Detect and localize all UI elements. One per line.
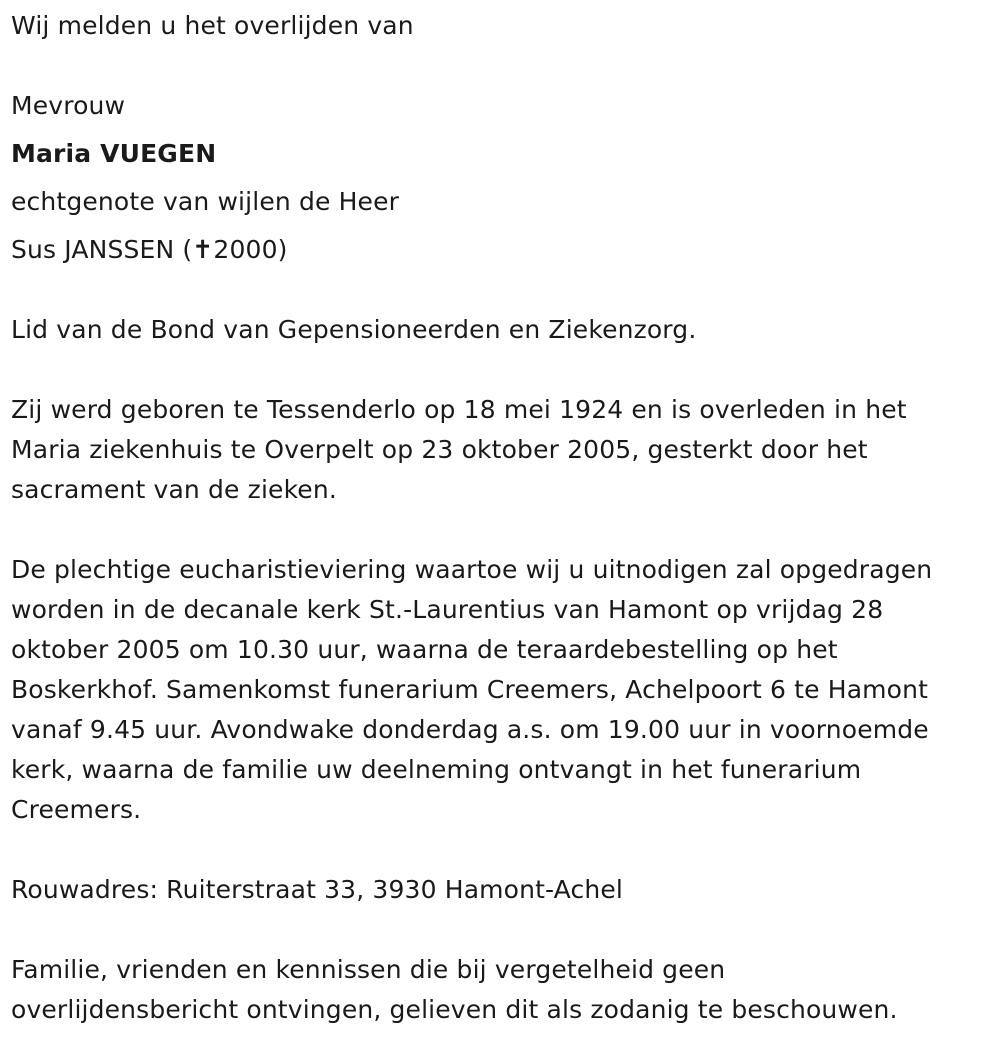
relation-line: echtgenote van wijlen de Heer (11, 187, 400, 216)
closing-line: overlijdensbericht ontvingen, gelieven dit als zodanig te beschouwen. (11, 995, 898, 1024)
birth-death-paragraph (11, 390, 907, 510)
ceremony-line: oktober 2005 om 10.30 uur, waarna de teraardebestelling op het (11, 635, 838, 664)
ceremony-line: Boskerkhof. Samenkomst funerarium Creemers, Achelpoort 6 te Hamont (11, 675, 929, 704)
ceremony-line: worden in de decanale kerk St.-Laurentius van Hamont op vrijdag 28 (11, 595, 884, 624)
birth-death-line: Maria ziekenhuis te Overpelt op 23 oktober 2005, gesterkt door het (11, 435, 868, 464)
ceremony-line: vanaf 9.45 uur. Avondwake donderdag a.s. om 19.00 uur in voornoemde (11, 715, 929, 744)
ceremony-paragraph (11, 550, 932, 830)
intro-line: Wij melden u het overlijden van (11, 11, 414, 40)
closing-paragraph (11, 950, 898, 1030)
deceased-name: Maria VUEGEN (11, 139, 217, 168)
ceremony-line: De plechtige eucharistieviering waartoe wij u uitnodigen zal opgedragen (11, 555, 933, 584)
address-line: Rouwadres: Ruiterstraat 33, 3930 Hamont-Achel (11, 875, 624, 904)
membership-line: Lid van de Bond van Gepensioneerden en Ziekenzorg. (11, 315, 697, 344)
birth-death-line: sacrament van de zieken. (11, 475, 337, 504)
title-line: Mevrouw (11, 91, 126, 120)
spouse-line: Sus JANSSEN (✝2000) (11, 235, 288, 264)
ceremony-line: kerk, waarna de familie uw deelneming ontvangt in het funerarium (11, 755, 862, 784)
closing-line: Familie, vrienden en kennissen die bij vergetelheid geen (11, 955, 726, 984)
birth-death-line: Zij werd geboren te Tessenderlo op 18 mei 1924 en is overleden in het (11, 395, 907, 424)
ceremony-line: Creemers. (11, 795, 142, 824)
